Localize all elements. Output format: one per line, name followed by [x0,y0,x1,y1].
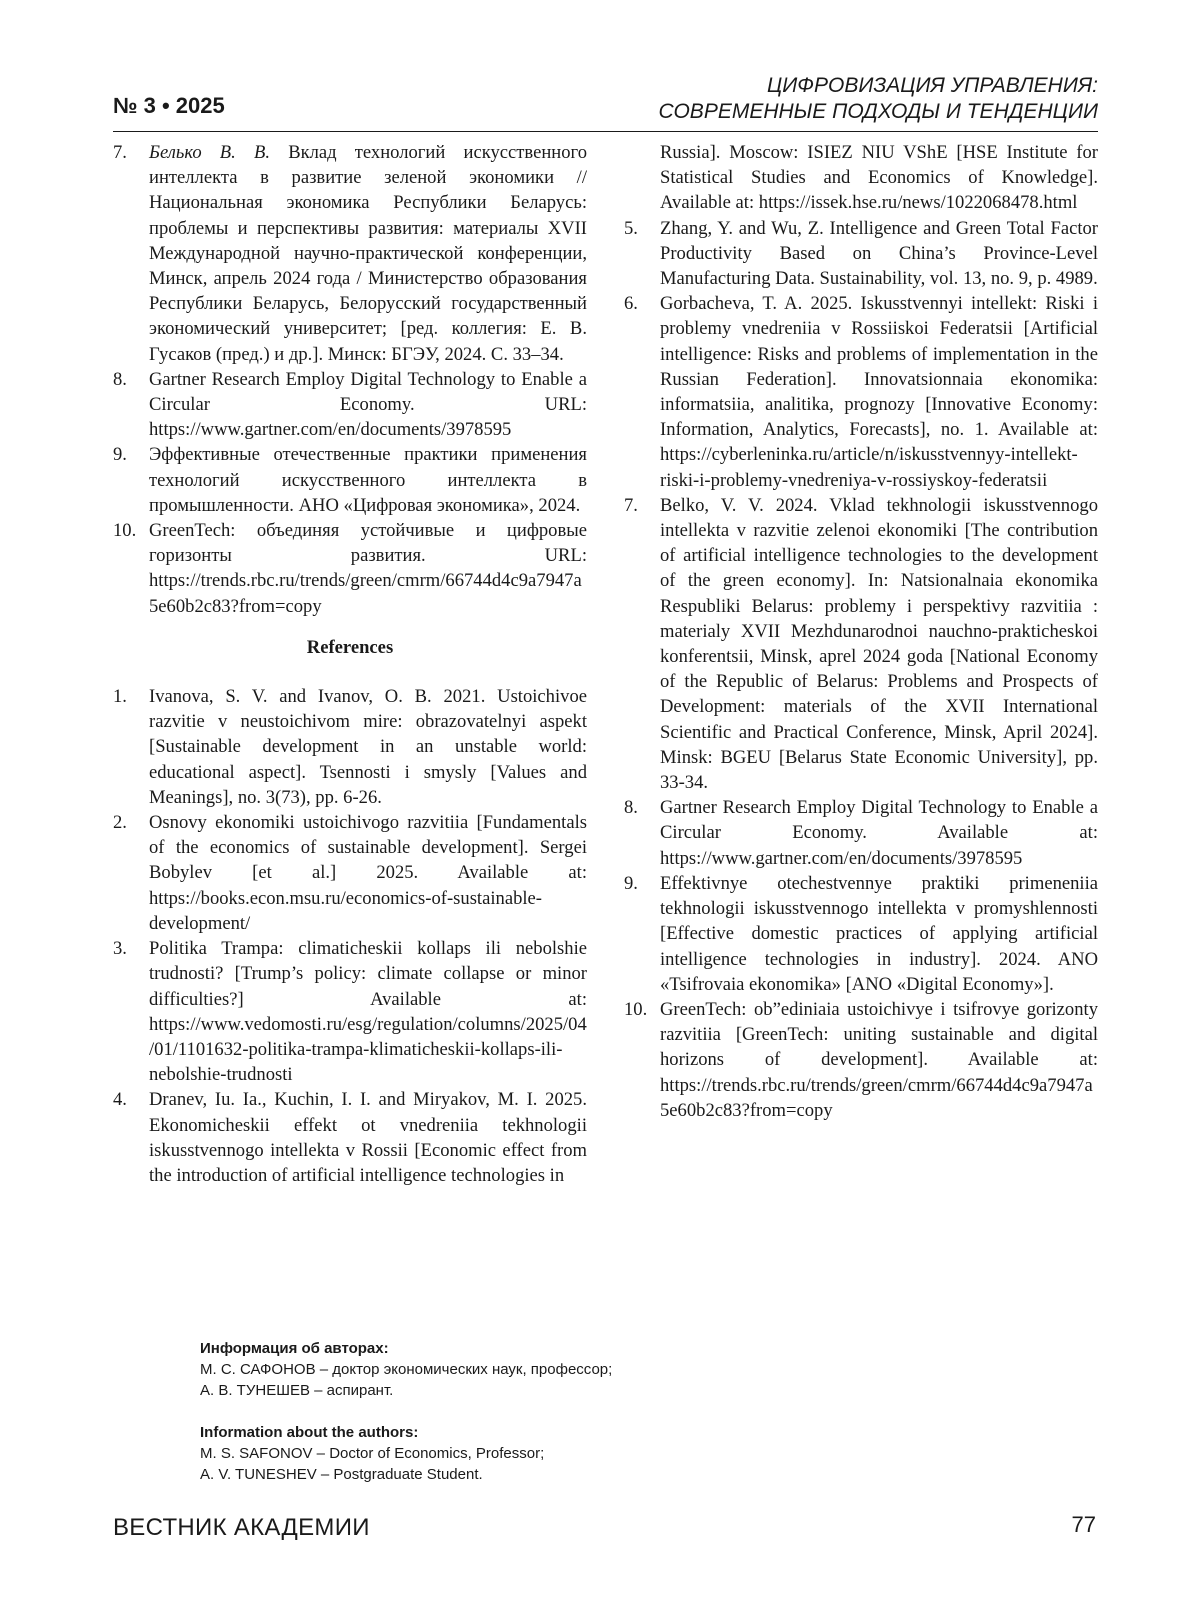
reference-text: Gorbacheva, T. A. 2025. Iskusstvennyi intellekt: Riski i problemy vnedreniia v Rossiiskoi Federatsii [Artificial intelligence: Risks and problems of implementation in the Russian Federation]. Innovatsionnaia ekonomika: informatsiia, analitika, prognozy [Innovative Economy: Information, Analytics, Forecasts], no. 1. Available at: https://cyberleninka.ru/article/n/iskusstvennyy-intellekt-riski-i-problemy-vnedreniya-v-rossiyskoy-federatsii [660,293,1098,491]
reference-item [624,216,1098,292]
journal-title: ВЕСТНИК АКАДЕМИИ [113,1514,370,1541]
reference-number: 9. [113,444,127,466]
reference-number: 3. [113,938,127,960]
author-line: А. В. ТУНЕШЕВ – аспирант. [200,1382,394,1399]
left-column [113,140,587,1188]
reference-number: 9. [624,872,638,894]
reference-number: 10. [624,998,648,1020]
reference-body: Вклад технологий искусственного интеллекта в развитие зеленой экономики // Национальная экономика Республики Беларусь: проблемы и перспективы развития: материалы XVII Международной научно-практической конференции, Минск, апрель 2024 года / Министерство образования Республики Беларусь, Белорусский государственный экономический университет; [ред. коллегия: Е. В. Гусаков (пред.) и др.]. Минск: БГЭУ, 2024. С. 33–34. [149,142,587,365]
reference-text: GreenTech: объединяя устойчивые и цифровые горизонты развития. URL: https://trends.rbc.ru/trends/green/cmrm/66744d4c9a7947a5e60b2c83?from=copy [149,520,587,617]
reference-text: Dranev, Iu. Ia., Kuchin, I. I. and Miryakov, M. I. 2025. Ekonomicheskii effekt ot vnedreniia tekhnologii iskusstvennogo intellekta v Rossii [Economic effect from the introduction of artificial intelligence technologies in [149,1089,587,1186]
reference-text: Gartner Research Employ Digital Technology to Enable a Circular Economy. Available at: https://www.gartner.com/en/documents/3978595 [660,797,1098,869]
reference-item [113,140,587,367]
reference-text: Эффективные отечественные практики применения технологий искусственного интеллекта в промышленности. АНО «Цифровая экономика», 2024. [149,444,587,516]
author-line: М. С. САФОНОВ – доктор экономических наук, профессор; [200,1361,613,1378]
reference-continuation: Russia]. Moscow: ISIEZ NIU VShE [HSE Institute for Statistical Studies and Economics of Knowledge]. Available at: https://issek.hse.ru/news/1022068478.html [660,142,1098,214]
reference-number: 8. [113,368,127,390]
reference-item [113,684,587,810]
section-rubric [659,73,1098,125]
right-column [624,140,1098,1123]
authors-info [200,1338,612,1485]
reference-text: Ivanova, S. V. and Ivanov, O. B. 2021. Ustoichivoe razvitie v neustoichivom mire: obrazovatelnyi aspekt [Sustainable development in an unstable world: educational aspect]. Tsennosti i smysly [Values and Meanings], no. 3(73), pp. 6-26. [149,686,587,808]
reference-item [624,871,1098,997]
reference-number: 8. [624,797,638,819]
reference-item [624,493,1098,795]
authors-heading-en: Information about the authors: [200,1424,419,1441]
rubric-line-1: ЦИФРОВИЗАЦИЯ УПРАВЛЕНИЯ: [767,74,1098,97]
author-line: A. V. TUNESHEV – Postgraduate Student. [200,1466,483,1483]
reference-item [113,442,587,518]
reference-number: 10. [113,520,137,542]
reference-item [113,518,587,619]
reference-item [113,810,587,936]
reference-text: Politika Trampa: climaticheskii kollaps ili nebolshie trudnosti? [Trump’s policy: climate collapse or minor difficulties?] Available at: https://www.vedomosti.ru/esg/regulation/columns/2025/04/01/1101632-politika-trampa-klimaticheskii-kollaps-ili-nebolshie-trudnosti [149,938,587,1086]
authors-heading-ru: Информация об авторах: [200,1340,389,1357]
reference-text: GreenTech: ob”ediniaia ustoichivye i tsifrovye gorizonty razvitiia [GreenTech: uniting sustainable and digital horizons of development]. Available at: https://trends.rbc.ru/trends/green/cmrm/66744d4c9a7947a5e60b2c83?from=copy [660,998,1098,1121]
reference-item [113,936,587,1087]
header-divider [113,131,1098,132]
reference-number: 4. [113,1089,127,1111]
reference-item [624,795,1098,871]
reference-number: 6. [624,293,638,315]
reference-number: 2. [113,812,127,834]
reference-number: 5. [624,217,638,239]
reference-item [624,291,1098,493]
reference-text [149,140,587,367]
reference-number: 7. [113,142,127,163]
rubric-line-2: СОВРЕМЕННЫЕ ПОДХОДЫ И ТЕНДЕНЦИИ [658,100,1098,123]
reference-author: Белько В. В. [149,142,270,163]
reference-item [113,367,587,443]
issue-number: № 3 • 2025 [113,93,225,118]
reference-item [624,997,1098,1123]
references-heading: References [306,636,394,658]
reference-text: Gartner Research Employ Digital Technology to Enable a Circular Economy. URL: https://www.gartner.com/en/documents/3978595 [149,368,587,441]
reference-text: Effektivnye otechestvennye praktiki primeneniia tekhnologii iskusstvennogo intellekta v promyshlennosti [Effective domestic practices of applying artificial intelligence technologies in industry]. 2024. ANO «Tsifrovaia ekonomika» [ANO «Digital Economy»]. [660,872,1098,995]
reference-number: 1. [113,686,127,708]
reference-text: Belko, V. V. 2024. Vklad tekhnologii iskusstvennogo intellekta v razvitie zelenoi ekonomiki [The contribution of artificial intelligence technologies to the development of the green economy]. In: Natsionalnaia ekonomika Respubliki Belarus: problemy i perspektivy razvitiia : materialy XVII Mezhdunarodnoi nauchno-prakticheskoi konferentsii, Minsk, aprel 2024 goda [National Economy of the Republic of Belarus: Problems and Prospects of Development: materials of the XVII International Scientific and Practical Conference, Minsk, April 2024]. Minsk: BGEU [Belarus State Economic University], pp. 33-34. [660,494,1098,794]
reference-text: Zhang, Y. and Wu, Z. Intelligence and Green Total Factor Productivity Based on China’s Province-Level Manufacturing Data. Sustainability, vol. 13, no. 9, p. 4989. [660,217,1098,290]
page-number: 77 [1071,1512,1096,1537]
reference-item [113,1087,587,1188]
spacer [200,1401,612,1422]
author-line: M. S. SAFONOV – Doctor of Economics, Professor; [200,1445,545,1462]
reference-number: 7. [624,494,638,516]
reference-text: Osnovy ekonomiki ustoichivogo razvitiia [Fundamentals of the economics of sustainable development]. Sergei Bobylev [et al.] 2025. Available at: https://books.econ.msu.ru/economics-of-sustainable-development/ [149,812,587,934]
